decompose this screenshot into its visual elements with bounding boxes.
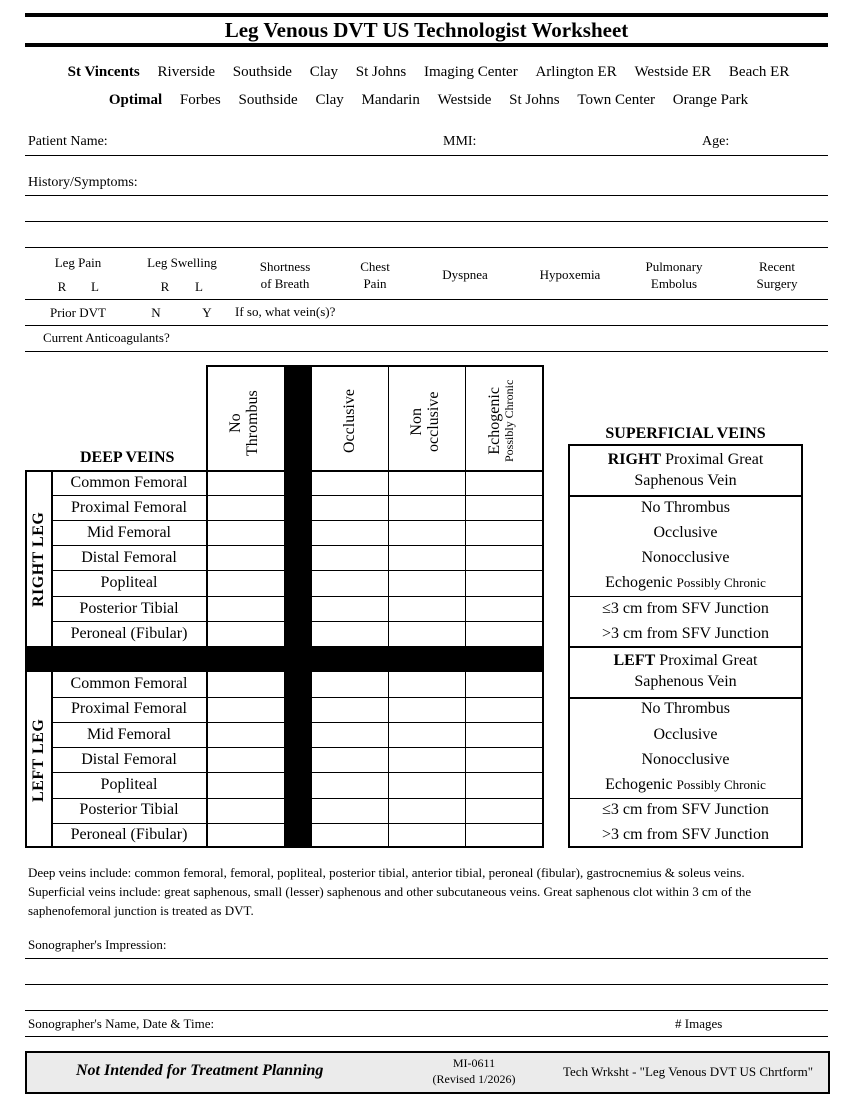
location-option[interactable]: Southside bbox=[232, 64, 292, 80]
row-rule bbox=[51, 545, 544, 546]
row-rule bbox=[51, 798, 544, 799]
locations-row-st-vincents bbox=[0, 64, 857, 81]
sv-rule bbox=[568, 495, 803, 497]
location-group-label: St Vincents bbox=[67, 64, 140, 80]
leg-swelling-right[interactable]: R bbox=[160, 279, 170, 294]
not-for-treatment-warning: Not Intended for Treatment Planning bbox=[76, 1062, 324, 1079]
chest-pain-line-2: Pain bbox=[363, 276, 387, 291]
location-option[interactable]: Westside ER bbox=[634, 64, 712, 80]
col-no-thrombus-line-2: Thrombus bbox=[244, 390, 261, 456]
deep-veins-heading: DEEP VEINS bbox=[80, 449, 175, 466]
left-gsv-title bbox=[570, 652, 801, 670]
title-rule-top bbox=[25, 13, 828, 17]
shortness-of-breath-option[interactable] bbox=[245, 258, 325, 292]
location-option[interactable]: Imaging Center bbox=[423, 64, 518, 80]
right-leg-label: RIGHT LEG bbox=[30, 511, 47, 607]
location-option[interactable]: Southside bbox=[238, 92, 298, 108]
left-sv-no-thrombus[interactable]: No Thrombus bbox=[640, 700, 731, 717]
prior-dvt-yes[interactable]: Y bbox=[202, 305, 212, 320]
shortness-line-2: of Breath bbox=[260, 276, 310, 291]
note-line: saphenofemoral junction is treated as DVT. bbox=[28, 903, 254, 918]
right-gsv-side: RIGHT bbox=[607, 451, 662, 468]
surgery-line-2: Surgery bbox=[756, 276, 798, 291]
prior-dvt-label: Prior DVT bbox=[50, 305, 106, 320]
history-line-2[interactable] bbox=[25, 221, 828, 222]
left-leg-label: LEFT LEG bbox=[30, 718, 47, 802]
right-vein-row: Common Femoral bbox=[70, 474, 188, 491]
form-name: Tech Wrksht - "Leg Venous DVT US Chrtform" bbox=[563, 1064, 814, 1079]
sv-rule bbox=[568, 697, 803, 699]
history-label: History/Symptoms: bbox=[28, 175, 138, 190]
left-vein-row: Distal Femoral bbox=[81, 751, 177, 768]
header-col-divider bbox=[388, 365, 389, 470]
location-option[interactable]: Clay bbox=[315, 92, 344, 108]
chest-pain-option[interactable] bbox=[345, 258, 405, 292]
right-vein-row: Peroneal (Fibular) bbox=[70, 625, 188, 642]
row-rule bbox=[51, 722, 544, 723]
right-vein-row: Popliteal bbox=[100, 574, 158, 591]
leg-swelling-label: Leg Swelling bbox=[147, 255, 217, 270]
left-vein-row: Mid Femoral bbox=[87, 726, 171, 743]
right-gsv-title bbox=[570, 451, 801, 469]
location-option[interactable]: Clay bbox=[309, 64, 339, 80]
row-rule bbox=[51, 596, 544, 597]
left-vein-row: Common Femoral bbox=[70, 675, 188, 692]
prior-dvt-rule[interactable] bbox=[25, 325, 828, 326]
title-rule-bottom bbox=[25, 43, 828, 47]
right-sv-echogenic[interactable] bbox=[570, 574, 801, 592]
left-vein-row: Peroneal (Fibular) bbox=[70, 826, 188, 843]
which-vein-label: If so, what vein(s)? bbox=[235, 304, 336, 319]
right-sv-over-3cm[interactable]: >3 cm from SFV Junction bbox=[602, 625, 769, 642]
left-sv-within-3cm[interactable]: ≤3 cm from SFV Junction bbox=[602, 801, 769, 818]
location-option[interactable]: Arlington ER bbox=[535, 64, 617, 80]
patient-name-line[interactable] bbox=[25, 155, 828, 156]
note-line: Deep veins include: common femoral, femoral, popliteal, posterior tibial, anterior tibial, peroneal (fibular), gastrocnemius & soleus veins. bbox=[28, 865, 745, 880]
chest-pain-line-1: Chest bbox=[360, 259, 390, 274]
right-sv-within-3cm[interactable]: ≤3 cm from SFV Junction bbox=[602, 600, 769, 617]
symptoms-bottom-rule bbox=[25, 299, 828, 300]
col-echo-line-1: Echogenic bbox=[486, 387, 503, 455]
echogenic-text: Echogenic bbox=[605, 574, 673, 591]
footer-box bbox=[25, 1051, 830, 1094]
age-label: Age: bbox=[702, 134, 730, 149]
row-rule bbox=[51, 495, 544, 496]
signature-line[interactable] bbox=[25, 1036, 828, 1037]
right-gsv-title-line-2: Saphenous Vein bbox=[634, 472, 737, 489]
row-rule bbox=[51, 747, 544, 748]
right-sv-nonocclusive[interactable]: Nonocclusive bbox=[641, 549, 730, 566]
col-non-line-2: occlusive bbox=[425, 391, 442, 452]
impression-line-2[interactable] bbox=[25, 984, 828, 985]
form-revised: (Revised 1/2026) bbox=[432, 1072, 516, 1086]
location-option[interactable]: Westside bbox=[437, 92, 492, 108]
right-vein-row: Distal Femoral bbox=[81, 549, 177, 566]
col-non-line-1: Non bbox=[408, 408, 425, 436]
images-count-label: # Images bbox=[675, 1016, 723, 1031]
left-gsv-title-rest: Proximal Great bbox=[659, 652, 758, 669]
pulmonary-embolus-option[interactable] bbox=[632, 258, 716, 292]
possibly-chronic-text: Possibly Chronic bbox=[676, 777, 766, 792]
signature-label: Sonographer's Name, Date & Time: bbox=[28, 1016, 215, 1031]
right-gsv-title-rest: Proximal Great bbox=[665, 451, 764, 468]
sv-rule bbox=[568, 646, 803, 648]
right-vein-row: Proximal Femoral bbox=[71, 499, 187, 516]
row-rule bbox=[51, 520, 544, 521]
impression-label: Sonographer's Impression: bbox=[28, 937, 167, 952]
history-line-1[interactable] bbox=[25, 195, 828, 196]
col-echogenic-header bbox=[487, 380, 517, 462]
leg-pain-right[interactable]: R bbox=[57, 279, 67, 294]
mmi-label: MMI: bbox=[443, 134, 477, 149]
col-no-thrombus-line-1: No bbox=[227, 413, 244, 433]
leg-pain-left[interactable]: L bbox=[91, 279, 99, 294]
sv-rule bbox=[568, 798, 803, 799]
echogenic-text: Echogenic bbox=[605, 776, 673, 793]
left-sv-echogenic[interactable] bbox=[570, 776, 801, 794]
col-occlusive-header: Occlusive bbox=[341, 389, 358, 453]
possibly-chronic-text: Possibly Chronic bbox=[676, 575, 766, 590]
right-sv-no-thrombus[interactable]: No Thrombus bbox=[640, 499, 731, 516]
recent-surgery-option[interactable] bbox=[742, 258, 812, 292]
leg-swelling-left[interactable]: L bbox=[195, 279, 203, 294]
right-sv-occlusive[interactable]: Occlusive bbox=[653, 524, 718, 541]
header-divider-bar bbox=[284, 365, 312, 470]
form-id: MI-0611 bbox=[452, 1056, 496, 1070]
row-rule bbox=[51, 823, 544, 824]
anticoagulants-rule[interactable] bbox=[25, 351, 828, 352]
form-id-block bbox=[421, 1055, 527, 1087]
left-gsv-side: LEFT bbox=[613, 652, 656, 669]
page-title: Leg Venous DVT US Technologist Worksheet bbox=[224, 18, 629, 42]
location-option[interactable]: Mandarin bbox=[361, 92, 420, 108]
left-vein-row: Posterior Tibial bbox=[79, 801, 179, 818]
dyspnea-option[interactable]: Dyspnea bbox=[442, 267, 488, 282]
location-option[interactable]: St Johns bbox=[355, 64, 407, 80]
surgery-line-1: Recent bbox=[758, 259, 796, 274]
col-nonocclusive-header bbox=[408, 392, 442, 452]
prior-dvt-no[interactable]: N bbox=[151, 305, 161, 320]
left-vein-row: Popliteal bbox=[100, 776, 158, 793]
impression-line-1[interactable] bbox=[25, 958, 828, 959]
location-option[interactable]: Town Center bbox=[577, 92, 656, 108]
right-vein-row: Posterior Tibial bbox=[79, 600, 179, 617]
notes-block bbox=[28, 863, 828, 920]
history-line-3[interactable] bbox=[25, 247, 828, 248]
row-rule bbox=[51, 772, 544, 773]
patient-name-label: Patient Name: bbox=[28, 134, 108, 149]
hypoxemia-option[interactable]: Hypoxemia bbox=[539, 267, 601, 282]
impression-line-3[interactable] bbox=[25, 1010, 828, 1011]
header-col-divider bbox=[465, 365, 466, 470]
location-group-label: Optimal bbox=[108, 92, 163, 108]
left-gsv-title-line-2: Saphenous Vein bbox=[634, 673, 737, 690]
row-rule bbox=[51, 697, 544, 698]
location-option[interactable]: St Johns bbox=[509, 92, 560, 108]
row-rule bbox=[51, 570, 544, 571]
note-line: Superficial veins include: great saphenous, small (lesser) saphenous and other subcutaneous veins. Great saphenous clot within 3 cm of the bbox=[28, 884, 752, 899]
location-option[interactable]: Orange Park bbox=[672, 92, 749, 108]
left-vein-row: Proximal Femoral bbox=[71, 700, 187, 717]
superficial-veins-heading: SUPERFICIAL VEINS bbox=[605, 425, 766, 442]
right-vein-row: Mid Femoral bbox=[87, 524, 171, 541]
leg-pain-label: Leg Pain bbox=[54, 255, 102, 270]
pe-line-1: Pulmonary bbox=[645, 259, 703, 274]
left-sv-nonocclusive[interactable]: Nonocclusive bbox=[641, 751, 730, 768]
locations-row-optimal bbox=[0, 92, 857, 109]
location-option[interactable]: Forbes bbox=[179, 92, 221, 108]
sv-rule bbox=[568, 596, 803, 597]
location-option[interactable]: Riverside bbox=[157, 64, 216, 80]
leg-separator-band bbox=[25, 646, 544, 672]
left-sv-occlusive[interactable]: Occlusive bbox=[653, 726, 718, 743]
col-echo-line-2: Possibly Chronic bbox=[502, 379, 516, 462]
left-sv-over-3cm[interactable]: >3 cm from SFV Junction bbox=[602, 826, 769, 843]
pe-line-2: Embolus bbox=[650, 276, 698, 291]
row-rule bbox=[51, 621, 544, 622]
col-no-thrombus-header bbox=[227, 390, 261, 456]
shortness-line-1: Shortness bbox=[259, 259, 311, 274]
anticoagulants-label: Current Anticoagulants? bbox=[43, 330, 170, 345]
location-option[interactable]: Beach ER bbox=[728, 64, 790, 80]
